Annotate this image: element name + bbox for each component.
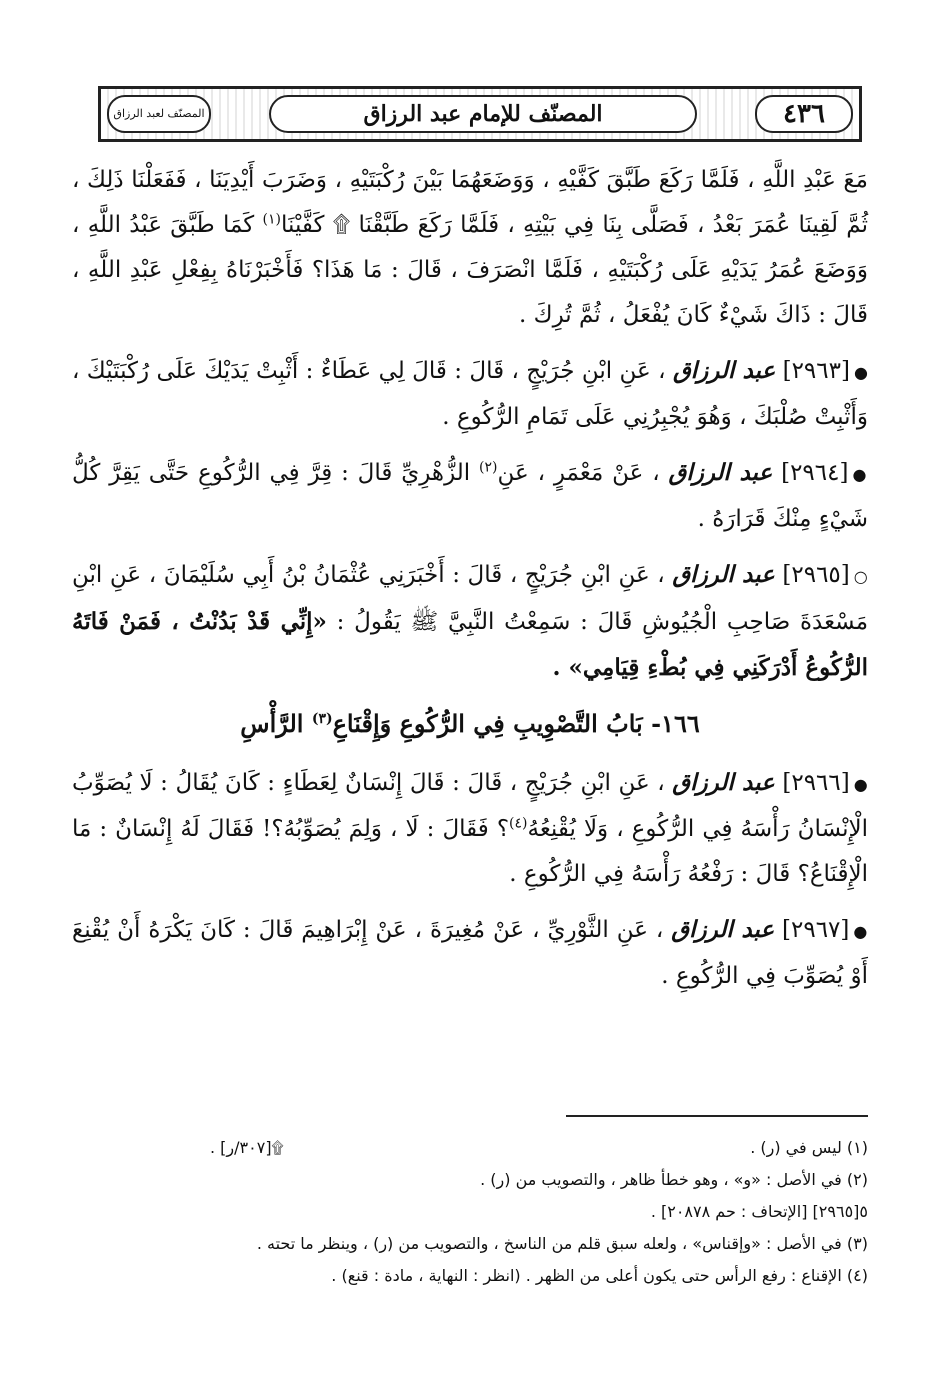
footnote-ref-4: (٤) — [509, 815, 528, 832]
hollow-bullet-icon: ○ — [853, 567, 869, 586]
source-name: عبد الرزاق — [672, 769, 775, 796]
hadith-2965: ○[٢٩٦٥] عبد الرزاق ، عَنِ ابْنِ جُرَيْجٍ ، قَالَ : أَخْبَرَنِي عُثْمَانُ بْنُ أَبِي سُلَيْمَانَ ، عَنِ ابْنِ مَسْعَدَةَ صَاحِبِ الْجُيُوشِ قَالَ : سَمِعْتُ النَّبِيَّ ﷺ يَقُولُ : «إِنِّي قَدْ بَدُنْتُ ، فَمَنْ فَاتَهُ الرُّكُوعُ أَدْرَكَنِي فِي بُطْءِ قِيَامِي» . — [72, 561, 869, 681]
hadith-number: [٢٩٦٣] — [782, 358, 850, 384]
manuscript-marker: ۩[٣٠٧/ر] . — [210, 1138, 284, 1157]
page-number: ٤٣٦ — [755, 95, 853, 133]
book-logo: المصنّف لعبد الرزاق — [107, 95, 211, 133]
footnote-ref-3: (٣) — [311, 711, 333, 727]
chapter-heading: ١٦٦- بَابُ التَّصْوِيبِ فِي الرُّكُوعِ وَإِقْنَاعِ$^{(٣)}$ الرَّأْسِ — [240, 709, 700, 738]
filled-bullet-icon: ● — [853, 922, 868, 941]
prophetic-quote: «إِنِّي قَدْ بَدُنْتُ ، فَمَنْ فَاتَهُ الرُّكُوعُ أَدْرَكَنِي فِي بُطْءِ قِيَامِي» . — [72, 608, 868, 681]
filled-bullet-icon: ● — [853, 363, 868, 382]
filled-bullet-icon: ● — [853, 775, 868, 794]
footnote-2: (٢) في الأصل : «و» ، وهو خطأ ظاهر ، والتصويب من (ر) . — [480, 1170, 868, 1189]
hadith-2966: ●[٢٩٦٦] عبد الرزاق ، عَنِ ابْنِ جُرَيْجٍ ، قَالَ : قَالَ إِنْسَانٌ لِعَطَاءٍ : كَانَ يُقَالُ : لَا يُصَوِّبُ الْإِنْسَانُ رَأْسَهُ فِي الرُّكُوعِ ، وَلَا يُقْنِعُهُ$^{(٤)}$؟ فَقَالَ : لَا ، وَلِمَ يُصَوِّبُهُ؟! فَقَالَ لَهُ إِنْسَانٌ : مَا الْإِقْنَاعُ؟ قَالَ : رَفْعُهُ رَأْسَهُ فِي الرُّكُوعِ . — [72, 769, 868, 887]
paragraph-continuation: مَعَ عَبْدِ اللَّهِ ، فَلَمَّا رَكَعَ طَبَّقَ كَفَّيْهِ ، وَوَضَعَهُمَا بَيْنَ رُكْبَتَيْهِ ، وَضَرَبَ أَيْدِيَنَا ، فَفَعَلْنَا ذَلِكَ ، ثُمَّ لَقِينَا عُمَرَ بَعْدُ ، فَصَلَّى بِنَا فِي بَيْتِهِ ، فَلَمَّا رَكَعَ طَبَّقْنَا ۩ كَفَّيْنَا$^{(١)}$ كَمَا طَبَّقَ عَبْدُ اللَّهِ ، وَوَضَعَ عُمَرُ يَدَيْهِ عَلَى رُكْبَتَيْهِ ، فَلَمَّا انْصَرَفَ ، قَالَ : مَا هَذَا؟ فَأَخْبَرْنَاهُ بِفِعْلِ عَبْدِ اللَّهِ ، قَالَ : ذَاكَ شَيْءٌ كَانَ يُفْعَلُ ، ثُمَّ تُرِكَ . — [72, 167, 868, 328]
filled-bullet-icon: ● — [852, 465, 868, 484]
footnote-ref-2: (٢) — [479, 459, 498, 476]
footnote-reference: ٥[٢٩٦٥] [الإتحاف : حم ٢٠٨٧٨] . — [650, 1202, 868, 1221]
footnote-row — [120, 1132, 868, 1164]
footnote-divider — [566, 1115, 868, 1117]
hadith-number: [٢٩٦٥] — [782, 562, 850, 588]
hadith-2964: ●[٢٩٦٤] عبد الرزاق ، عَنْ مَعْمَرٍ ، عَنِ$^{(٢)}$ الزُّهْرِيِّ قَالَ : قِرَّ فِي الرُّكُوعِ حَتَّى يَقِرَّ كُلُّ شَيْءٍ مِنْكَ قَرَارَهُ . — [72, 459, 868, 532]
footnote-ref-1: (١) — [262, 211, 282, 228]
page-header — [98, 86, 862, 142]
hadith-number: [٢٩٦٧] — [782, 917, 850, 943]
footnote-4: (٤) الإقناع : رفع الرأس حتى يكون أعلى من الظهر . (انظر : النهاية ، مادة : قنع) . — [331, 1266, 868, 1285]
footnote-1: (١) ليس في (ر) . — [750, 1138, 868, 1157]
source-name: عبد الرزاق — [668, 459, 773, 486]
hadith-2967: ●[٢٩٦٧] عبد الرزاق ، عَنِ الثَّوْرِيِّ ، عَنْ مُغِيرَةَ ، عَنْ إِبْرَاهِيمَ قَالَ : كَانَ يَكْرَهُ أَنْ يُقْنِعَ أَوْ يُصَوِّبَ فِي الرُّكُوعِ . — [72, 916, 868, 989]
hadith-number: [٢٩٦٤] — [781, 460, 849, 486]
source-name: عبد الرزاق — [672, 561, 775, 588]
source-name: عبد الرزاق — [672, 357, 776, 384]
hadith-number: [٢٩٦٦] — [782, 770, 850, 796]
footnote-3: (٣) في الأصل : «وإقناس» ، ولعله سبق قلم من الناسخ ، والتصويب من (ر) ، وينظر ما تحته . — [256, 1234, 868, 1253]
source-name: عبد الرزاق — [671, 916, 775, 943]
main-text — [72, 158, 868, 1009]
footnotes — [120, 1132, 868, 1292]
hadith-2963: ●[٢٩٦٣] عبد الرزاق ، عَنِ ابْنِ جُرَيْجٍ ، قَالَ : قَالَ لِي عَطَاءٌ : أَثْبِتْ يَدَيْكَ عَلَى رُكْبَتَيْكَ ، وَأَثْبِتْ صُلْبَكَ ، وَهُوَ يُجْبِرُنِي عَلَى تَمَامِ الرُّكُوعِ . — [72, 357, 868, 430]
book-title: المصنّف للإمام عبد الرزاق — [269, 95, 697, 133]
